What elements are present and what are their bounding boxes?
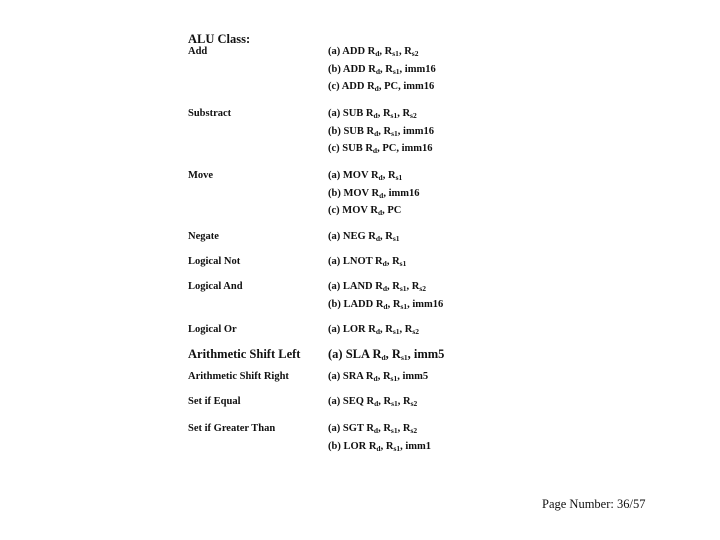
- register-subscript: d: [379, 190, 384, 200]
- register-subscript: s1: [393, 443, 401, 453]
- instruction-text: (a) SLA R: [328, 347, 382, 361]
- instruction-category-label: Logical Not: [188, 256, 241, 267]
- register-subscript: d: [375, 234, 381, 243]
- instruction-form: [328, 229, 400, 247]
- instruction-text: (a) ADD R: [328, 46, 376, 57]
- register-subscript: d: [374, 84, 379, 93]
- instruction-text: , R: [397, 108, 411, 119]
- instruction-form: [328, 421, 431, 439]
- instruction-text: (c) ADD R: [328, 81, 375, 92]
- instruction-text: , imm16: [399, 63, 436, 75]
- instruction-text: , PC: [382, 205, 402, 216]
- register-subscript: s2: [410, 426, 418, 435]
- register-subscript: d: [373, 374, 378, 383]
- instruction-text: (a) SEQ R: [328, 396, 375, 407]
- register-subscript: s1: [391, 128, 398, 138]
- instruction-form: [328, 347, 444, 366]
- instruction-text: , PC, imm16: [378, 81, 435, 92]
- instruction-form: [328, 62, 436, 80]
- register-subscript: s1: [391, 399, 398, 408]
- instruction-form: [328, 369, 428, 387]
- instruction-text: , R: [377, 371, 391, 382]
- instruction-text: , R: [406, 281, 420, 292]
- instruction-text: , imm16: [383, 187, 420, 199]
- instruction-text: , R: [397, 396, 411, 407]
- register-subscript: d: [376, 443, 381, 453]
- instruction-category-label: Add: [188, 46, 208, 57]
- instruction-forms: [328, 106, 434, 159]
- register-subscript: d: [383, 301, 388, 311]
- instruction-text: , R: [379, 46, 393, 57]
- instruction-category-label: Logical Or: [188, 324, 237, 335]
- instruction-text: , PC, imm16: [377, 143, 433, 154]
- instruction-text: (a) NEG R: [328, 231, 376, 242]
- instruction-form: [328, 203, 419, 221]
- instruction-category-label: Arithmetic Shift Left: [188, 347, 301, 361]
- instruction-form: [328, 254, 406, 272]
- instruction-category-label: Arithmetic Shift Right: [188, 371, 289, 382]
- instruction-text: , R: [397, 423, 411, 434]
- register-subscript: s1: [392, 234, 400, 243]
- instruction-text: , R: [382, 170, 396, 181]
- register-subscript: s1: [392, 49, 399, 58]
- instruction-forms: [328, 394, 417, 412]
- instruction-text: , R: [380, 231, 393, 242]
- instruction-form: [328, 79, 436, 97]
- instruction-text: (c) SUB R: [328, 143, 373, 154]
- register-subscript: d: [377, 208, 383, 217]
- instruction-category-label: Move: [188, 170, 214, 181]
- instruction-text: (b) LOR R: [328, 440, 377, 452]
- instruction-text: , R: [380, 440, 394, 452]
- instruction-form: [328, 124, 434, 142]
- instruction-text: , imm1: [400, 440, 432, 452]
- instruction-category-label: Substract: [188, 108, 232, 119]
- register-subscript: s2: [411, 49, 419, 58]
- register-subscript: d: [373, 111, 378, 120]
- instruction-text: (b) SUB R: [328, 125, 375, 137]
- instruction-text: (a) LAND R: [328, 281, 383, 292]
- instruction-form: [328, 394, 417, 412]
- register-subscript: s1: [392, 66, 400, 76]
- instruction-form: [328, 168, 419, 186]
- instruction-text: , R: [378, 396, 392, 407]
- instruction-text: , R: [385, 347, 401, 361]
- register-subscript: d: [375, 49, 380, 58]
- instruction-text: (b) ADD R: [328, 63, 376, 75]
- register-subscript: s2: [419, 284, 427, 293]
- instruction-text: , imm5: [407, 347, 445, 361]
- instruction-form: [328, 322, 419, 340]
- instruction-text: , R: [378, 125, 392, 137]
- instruction-text: , R: [387, 281, 400, 292]
- instruction-category-label: Set if Equal: [188, 396, 241, 407]
- instruction-text: (a) SGT R: [328, 423, 374, 434]
- instruction-form: [328, 44, 436, 62]
- instruction-text: , imm16: [397, 125, 434, 137]
- register-subscript: d: [372, 146, 378, 155]
- instruction-text: , R: [387, 298, 401, 310]
- instruction-category-label: Logical And: [188, 281, 243, 292]
- register-subscript: s1: [390, 426, 398, 435]
- instruction-text: , imm5: [397, 371, 429, 382]
- instruction-form: [328, 186, 419, 204]
- register-subscript: d: [382, 259, 387, 268]
- register-subscript: s1: [399, 259, 407, 268]
- instruction-forms: [328, 369, 428, 387]
- instruction-category-label: Negate: [188, 231, 219, 242]
- instruction-text: , R: [380, 63, 393, 75]
- register-subscript: s1: [399, 284, 407, 293]
- register-subscript: s2: [410, 399, 418, 408]
- instruction-text: , R: [377, 108, 391, 119]
- register-subscript: d: [381, 353, 386, 362]
- register-subscript: s1: [390, 111, 398, 120]
- instruction-text: , R: [378, 423, 391, 434]
- instruction-text: , R: [386, 256, 400, 267]
- instruction-forms: [328, 44, 436, 97]
- register-subscript: s1: [392, 327, 400, 336]
- instruction-forms: [328, 421, 431, 456]
- instruction-text: (a) LNOT R: [328, 256, 383, 267]
- instruction-forms: [328, 279, 443, 314]
- register-subscript: s2: [412, 327, 420, 336]
- register-subscript: d: [374, 128, 379, 138]
- register-subscript: s1: [400, 353, 408, 362]
- instruction-text: (b) LADD R: [328, 298, 384, 310]
- register-subscript: d: [374, 399, 379, 408]
- register-subscript: s1: [395, 173, 403, 182]
- register-subscript: s1: [390, 374, 398, 383]
- section-title: ALU Class:: [188, 32, 251, 46]
- instruction-text: (a) MOV R: [328, 170, 379, 181]
- register-subscript: d: [375, 327, 381, 336]
- instruction-text: (a) SRA R: [328, 371, 374, 382]
- register-subscript: d: [378, 173, 383, 182]
- instruction-form: [328, 141, 434, 159]
- register-subscript: d: [375, 66, 381, 76]
- instruction-form: [328, 106, 434, 124]
- instruction-forms: [328, 229, 400, 247]
- instruction-text: (a) LOR R: [328, 324, 376, 335]
- instruction-forms: [328, 254, 406, 272]
- instruction-form: [328, 279, 443, 297]
- page-number: Page Number: 36/57: [542, 497, 646, 511]
- instruction-forms: [328, 322, 419, 340]
- instruction-text: (a) SUB R: [328, 108, 374, 119]
- register-subscript: s2: [410, 111, 417, 120]
- register-subscript: d: [373, 426, 379, 435]
- instruction-text: , R: [380, 324, 393, 335]
- instruction-text: (c) MOV R: [328, 205, 378, 216]
- register-subscript: d: [382, 284, 387, 293]
- instruction-category-label: Set if Greater Than: [188, 423, 276, 434]
- instruction-text: (b) MOV R: [328, 187, 380, 199]
- instruction-forms: [328, 347, 444, 366]
- instruction-forms: [328, 168, 419, 221]
- instruction-text: , imm16: [407, 298, 444, 310]
- instruction-text: , R: [398, 46, 412, 57]
- instruction-form: [328, 297, 443, 315]
- register-subscript: s1: [400, 301, 408, 311]
- instruction-text: , R: [399, 324, 413, 335]
- instruction-form: [328, 439, 431, 457]
